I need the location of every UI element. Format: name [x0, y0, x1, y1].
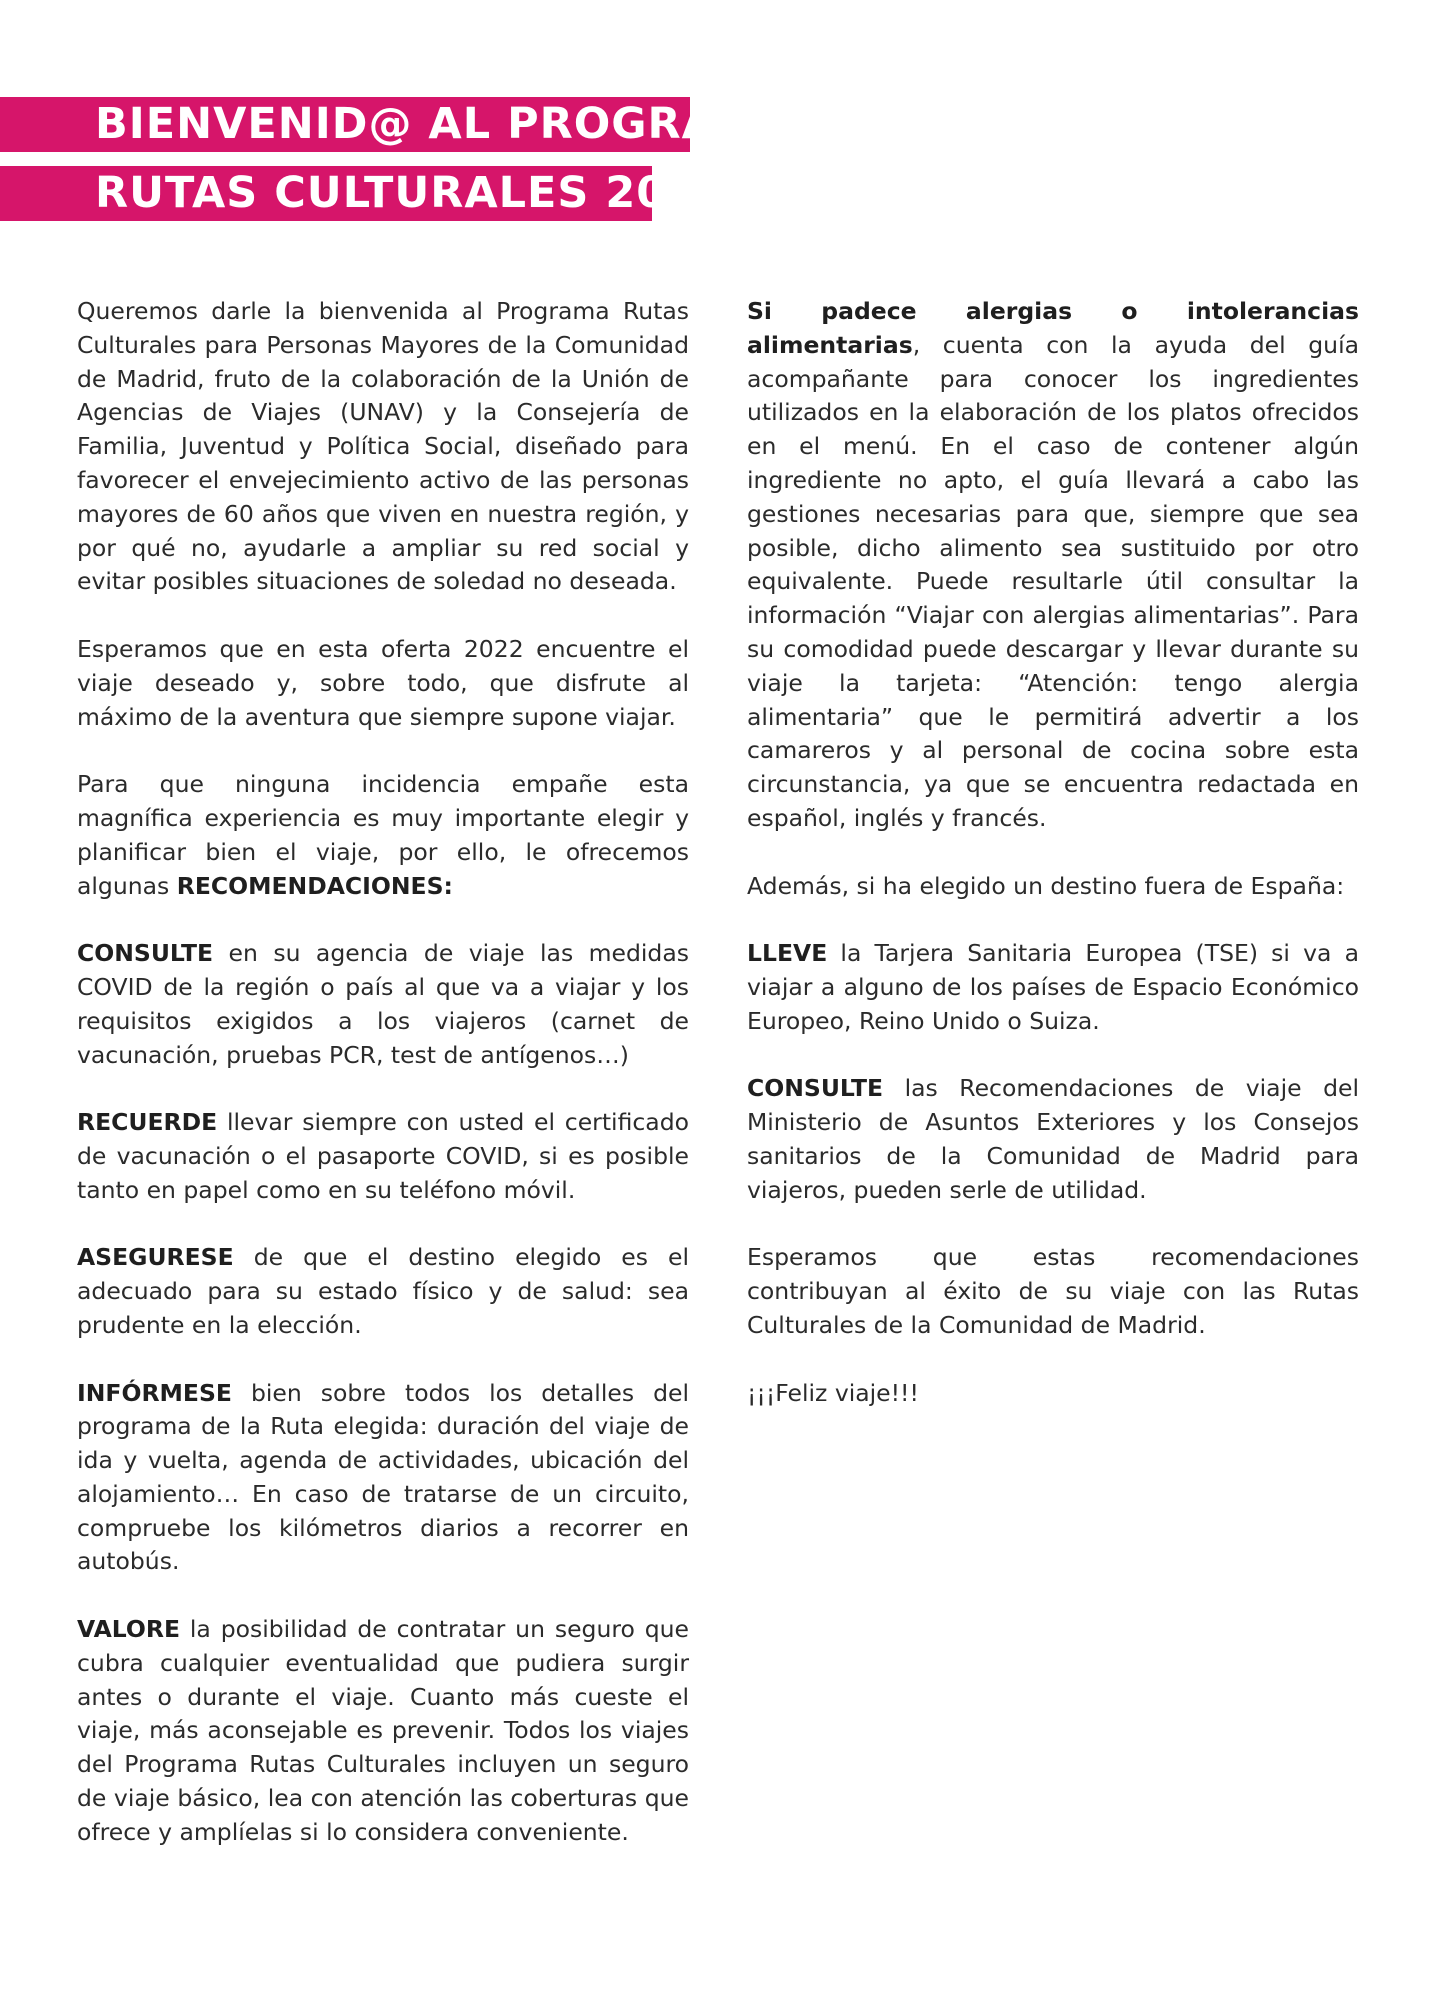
title-line-2-text: RUTAS CULTURALES 2022 — [95, 168, 730, 218]
left-column — [77, 295, 689, 1883]
keyword-recuerde: RECUERDE — [77, 1108, 218, 1137]
recommendation-asegurese — [77, 1241, 689, 1342]
title-line-1-text: BIENVENID@ AL PROGRAMA — [95, 99, 795, 149]
recommendation-informese — [77, 1377, 689, 1580]
recommendation-lleve — [747, 937, 1359, 1038]
recommendation-informese-text: bien sobre todos los detalles del programa de la Ruta elegida: duración del viaje de ida y vuelta, agenda de actividades, ubicación del alojamiento… En caso de tratarse de un circuito, compruebe los kilómetros diarios a recorrer en autobús. — [77, 1378, 689, 1576]
intro-paragraph: Queremos darle la bienvenida al Programa Rutas Culturales para Personas Mayores de la Comunidad de Madrid, fruto de la colaboración de la Unión de Agencias de Viajes (UNAV) y la Consejería de Familia, Juventud y Política Social, diseñado para favorecer el envejecimiento activo de las personas mayores de 60 años que viven en nuestra región, y por qué no, ayudarle a ampliar su red social y evitar posibles situaciones de soledad no deseada. — [77, 297, 689, 596]
recommendations-heading: RECOMENDACIONES: — [176, 871, 453, 900]
recommendation-lleve-text: la Tarjera Sanitaria Europea (TSE) si va a viajar a alguno de los países de Espacio Económico Europeo, Reino Unido o Suiza. — [747, 939, 1359, 1035]
allergies-paragraph — [747, 295, 1359, 836]
recommendations-intro — [77, 768, 689, 903]
farewell: ¡¡¡Feliz viaje!!! — [747, 1378, 919, 1407]
abroad-intro: Además, si ha elegido un destino fuera de España: — [747, 871, 1345, 900]
hope-paragraph: Esperamos que en esta oferta 2022 encuentre el viaje deseado y, sobre todo, que disfrute al máximo de la aventura que siempre supone viajar. — [77, 634, 689, 731]
right-column — [747, 295, 1359, 1444]
recommendation-recuerde — [77, 1106, 689, 1207]
closing-paragraph: Esperamos que estas recomendaciones contribuyan al éxito de su viaje con las Rutas Culturales de la Comunidad de Madrid. — [747, 1243, 1359, 1339]
recommendation-valore-text: la posibilidad de contratar un seguro que cubra cualquier eventualidad que pudiera surgir antes o durante el viaje. Cuanto más cueste el viaje, más aconsejable es prevenir. Todos los viajes del Programa Rutas Culturales incluyen un seguro de viaje básico, lea con atención las coberturas que ofrece y amplíelas si lo considera conveniente. — [77, 1615, 689, 1846]
recommendation-asegurese-text: de que el destino elegido es el adecuado para su estado físico y de salud: sea prudente en la elección. — [77, 1243, 689, 1339]
keyword-asegurese: ASEGURESE — [77, 1243, 234, 1272]
recommendation-recuerde-text: llevar siempre con usted el certificado de vacunación o el pasaporte COVID, si es posible tanto en papel como en su teléfono móvil. — [77, 1108, 689, 1204]
recommendation-valore — [77, 1613, 689, 1850]
allergies-text: , cuenta con la ayuda del guía acompañante para conocer los ingredientes utilizados en la elaboración de los platos ofrecidos en el menú. En el caso de contener algún ingrediente no apto, el guía llevará a cabo las gestiones necesarias para que, siempre que sea posible, dicho alimento sea sustituido por otro equivalente. Puede resultarle útil consultar la información “Viajar con alergias alimentarias”. Para su comodidad puede descargar y llevar durante su viaje la tarjeta: “Atención: tengo alergia alimentaria” que le permitirá advertir a los camareros y al personal de cocina sobre esta circunstancia, ya que se encuentra redactada en español, inglés y francés. — [747, 330, 1359, 832]
recommendation-consulte-exteriores-text: las Recomendaciones de viaje del Ministerio de Asuntos Exteriores y los Consejos sanitarios de la Comunidad de Madrid para viajeros, pueden serle de utilidad. — [747, 1074, 1359, 1204]
title-line-2 — [0, 166, 730, 221]
recommendation-consulte-exteriores — [747, 1072, 1359, 1207]
recommendations-intro-text: Para que ninguna incidencia empañe esta magnífica experiencia es muy importante elegir y planificar bien el viaje, por ello, le ofrecemos algunas — [77, 770, 689, 900]
allergies-heading: Si padece alergias o intolerancias alimentarias — [747, 297, 1359, 359]
recommendation-consulte-text: en su agencia de viaje las medidas COVID de la región o país al que va a viajar y los requisitos exigidos a los viajeros (carnet de vacunación, pruebas PCR, test de antígenos…) — [77, 939, 689, 1069]
keyword-lleve: LLEVE — [747, 939, 828, 968]
title-line-1 — [0, 97, 795, 152]
keyword-consulte-2: CONSULTE — [747, 1074, 884, 1103]
keyword-valore: VALORE — [77, 1615, 181, 1644]
recommendation-consulte — [77, 937, 689, 1072]
keyword-consulte: CONSULTE — [77, 939, 214, 968]
keyword-informese: INFÓRMESE — [77, 1378, 232, 1407]
